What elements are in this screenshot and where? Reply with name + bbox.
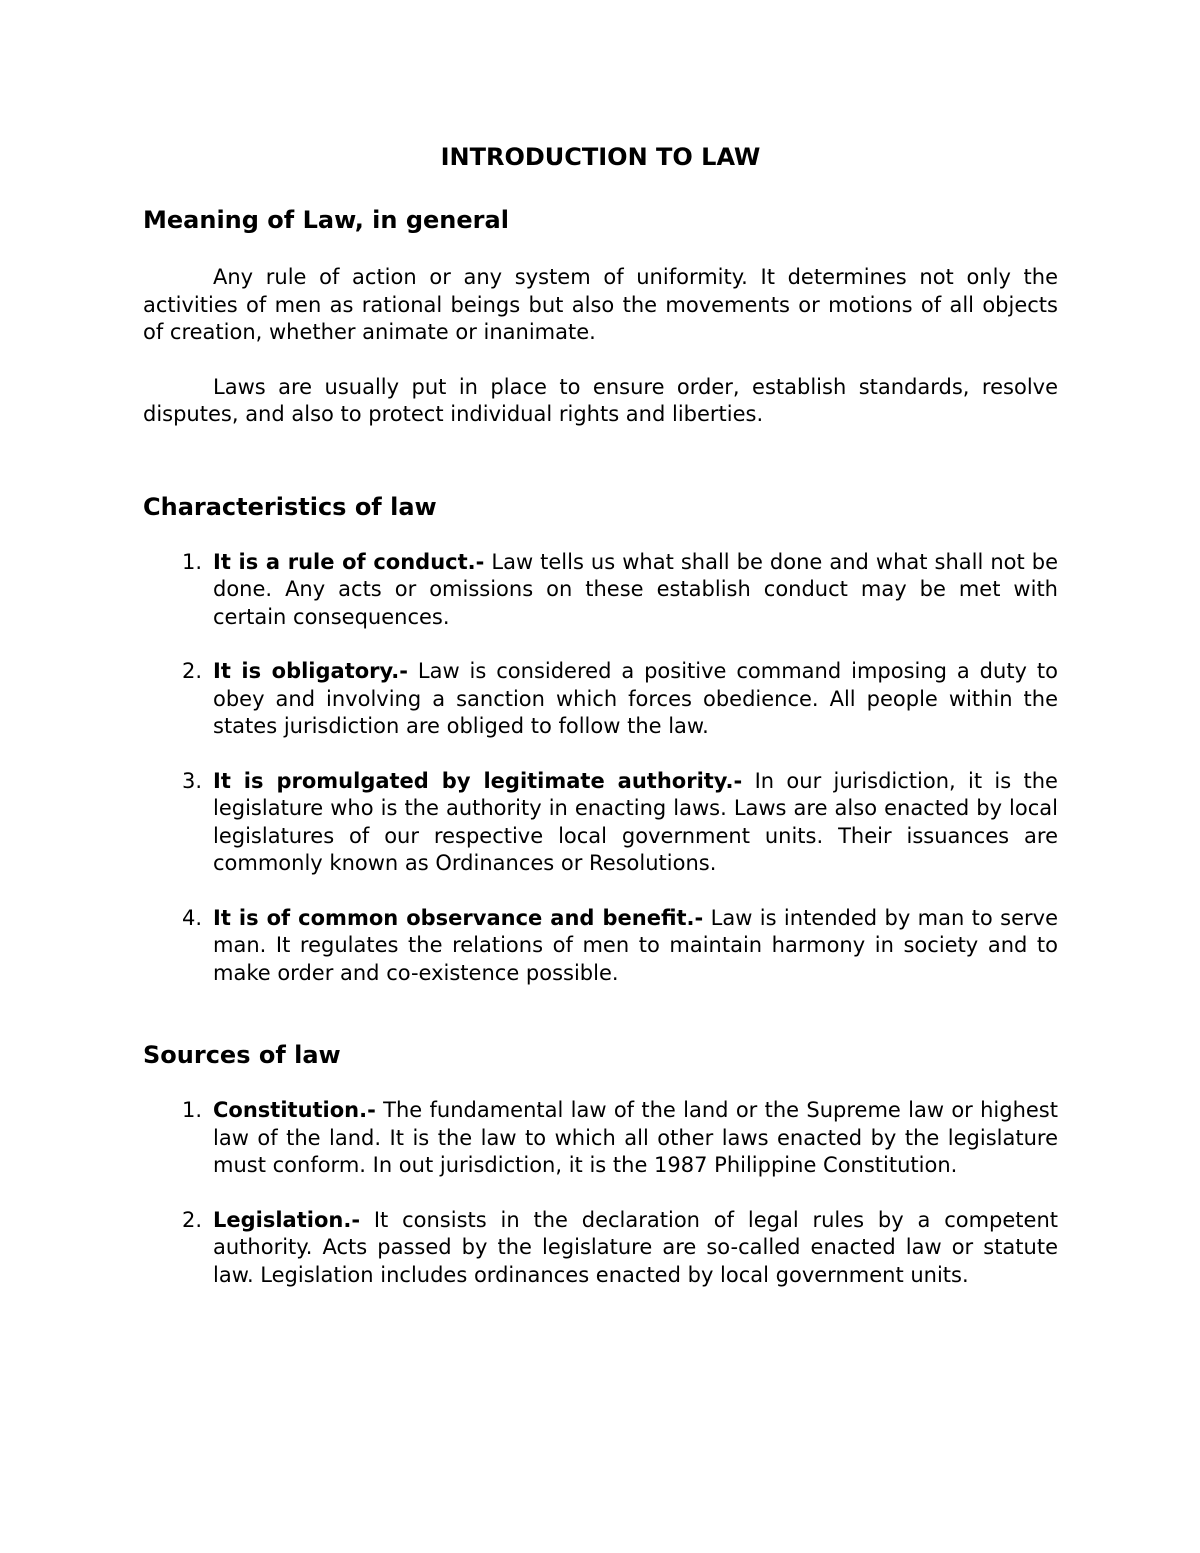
list-item-title: It is a rule of conduct.- [213, 549, 485, 574]
list-item-text: Law is intended by man to serve man. It regulates the relations of men to maintain harmony in society and to make order and co-existence possible. [213, 905, 1058, 985]
section-heading: Meaning of Law, in general [143, 206, 509, 234]
list-item-number: 1. [181, 549, 202, 574]
list-item-body [213, 1207, 1058, 1290]
list-item-number: 3. [181, 768, 202, 793]
list-item-body [213, 1097, 1058, 1180]
list-item [143, 1207, 1058, 1290]
list-item-body [213, 549, 1058, 632]
section-sources-of-law [143, 1039, 1058, 1289]
list-item-number: 1. [181, 1098, 202, 1122]
list-item-text: In our jurisdiction, it is the legislature who is the authority in enacting laws. Laws are also enacted by local legislatures of our respective local government units. Their issuances are commonly known as Ordinances or Resolutions. [213, 768, 1058, 875]
characteristics-list [143, 549, 1058, 988]
list-item [143, 1097, 1058, 1180]
list-item-title: It is promulgated by legitimate authority.- [213, 768, 743, 793]
list-item-title: It is obligatory.- [213, 659, 408, 683]
list-item-number: 4. [181, 905, 202, 930]
section-heading: Sources of law [143, 1041, 341, 1069]
list-item [143, 905, 1058, 988]
document-page [143, 140, 1058, 1289]
paragraph: Laws are usually put in place to ensure order, establish standards, resolve disputes, and also to protect individual rights and liberties. [143, 374, 1058, 426]
list-item-text: Law is considered a positive command imposing a duty to obey and involving a sanction which forces obedience. All people within the states jurisdiction are obliged to follow the law. [213, 659, 1058, 738]
section-heading: Characteristics of law [143, 492, 437, 521]
list-item-text: The fundamental law of the land or the Supreme law or highest law of the land. It is the law to which all other laws enacted by the legislature must conform. In out jurisdiction, it is the 1987 Philippine Constitution. [213, 1098, 1058, 1177]
list-item [143, 768, 1058, 878]
paragraph: Any rule of action or any system of uniformity. It determines not only the activities of men as rational beings but also the movements or motions of all objects of creation, whether animate or inanimate. [143, 265, 1058, 344]
list-item-body [213, 768, 1058, 878]
list-item-title: Constitution.- [213, 1098, 376, 1122]
list-item [143, 549, 1058, 632]
list-item-title: Legislation.- [213, 1207, 361, 1232]
list-item-text: Law tells us what shall be done and what shall not be done. Any acts or omissions on these establish conduct may be met with certain consequences. [213, 549, 1058, 629]
list-item-text: It consists in the declaration of legal rules by a competent authority. Acts passed by the legislature are so-called enacted law or statute law. Legislation includes ordinances enacted by local government units. [213, 1207, 1058, 1287]
list-item-body [213, 905, 1058, 988]
list-item-number: 2. [181, 1207, 202, 1232]
section-meaning-of-law [143, 204, 1058, 429]
section-characteristics-of-law [143, 491, 1058, 988]
document-title: INTRODUCTION TO LAW [440, 143, 761, 171]
list-item-body [213, 658, 1058, 741]
list-item-number: 2. [181, 659, 202, 683]
list-item [143, 658, 1058, 741]
sources-list [143, 1097, 1058, 1289]
list-item-title: It is of common observance and benefit.- [213, 905, 704, 930]
